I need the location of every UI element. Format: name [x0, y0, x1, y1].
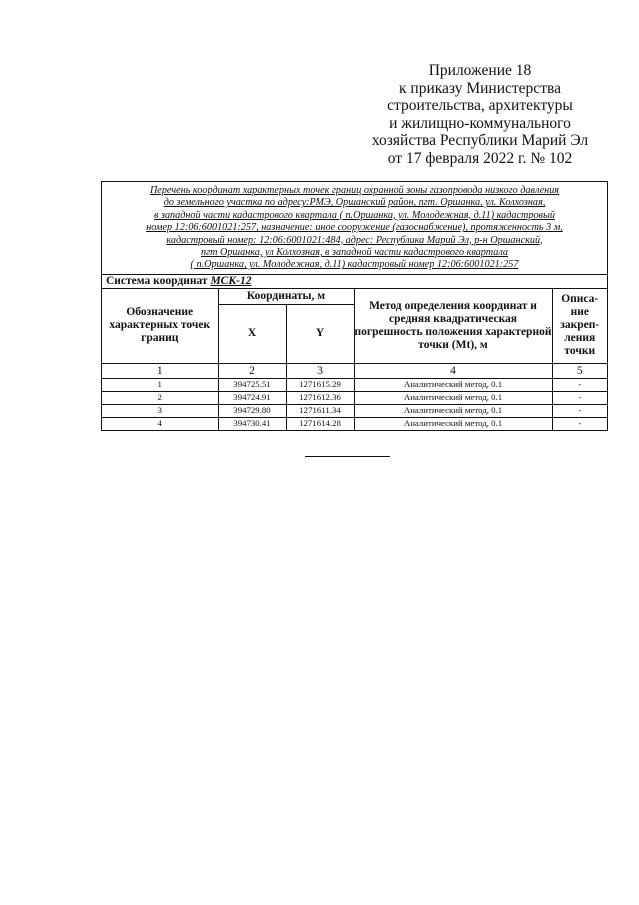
column-number: 3 — [286, 363, 354, 378]
appendix-header — [330, 62, 630, 168]
cell-x: 394730.41 — [218, 417, 286, 430]
table-row — [102, 404, 607, 417]
header-designation: Обозначение характерных точек границ — [102, 289, 218, 364]
coordinate-system-label: Система координат — [106, 274, 208, 287]
cell-description: - — [552, 378, 607, 391]
cell-y: 1271614.28 — [286, 417, 354, 430]
appendix-line: от 17 февраля 2022 г. № 102 — [387, 149, 573, 167]
appendix-line: к приказу Министерства — [399, 79, 561, 97]
header-coordinates: Координаты, м — [218, 289, 354, 305]
caption-line: ( п.Оршанка, ул. Молодежная, д.11) кадастровый номер 12:06:6001021:257 — [190, 259, 519, 271]
appendix-line: строительства, архитектуры — [387, 97, 573, 115]
caption-line: в западной части кадастрового квартала ( п.Оршанка, ул. Молодежная, д.11) кадастровый — [154, 209, 555, 221]
appendix-line: хозяйства Республики Марий Эл — [371, 132, 589, 150]
table-row — [102, 417, 607, 430]
caption-line: номер 12:06:6001021:257, назначение: иное сооружение (газоснабжение), протяженность 3 м, — [146, 222, 563, 234]
caption-line: до земельного участка по адресу:РМЭ, Оршанский район, пгт. Оршанка, ул. Колхозная, — [163, 197, 546, 209]
cell-method: Аналитический метод, 0.1 — [354, 391, 552, 404]
cell-point: 4 — [102, 417, 218, 430]
appendix-line: и жилищно-коммунального — [389, 114, 571, 132]
cell-description: - — [552, 404, 607, 417]
table-row — [102, 391, 607, 404]
cell-method: Аналитический метод, 0.1 — [354, 417, 552, 430]
cell-y: 1271615.29 — [286, 378, 354, 391]
end-divider — [305, 456, 390, 457]
table-caption — [102, 182, 607, 275]
cell-x: 394725.51 — [218, 378, 286, 391]
cell-x: 394729.80 — [218, 404, 286, 417]
cell-method: Аналитический метод, 0.1 — [354, 404, 552, 417]
cell-method: Аналитический метод, 0.1 — [354, 378, 552, 391]
cell-y: 1271611.34 — [286, 404, 354, 417]
coordinate-system-value: МСК-12 — [210, 274, 252, 287]
table-row — [102, 378, 607, 391]
coordinates-table — [102, 289, 607, 430]
caption-line: пгт Оршанка, ул Колхозная, в западной части кадастрового квартала — [201, 247, 508, 259]
cell-x: 394724.91 — [218, 391, 286, 404]
cell-point: 3 — [102, 404, 218, 417]
cell-point: 2 — [102, 391, 218, 404]
header-method: Метод определения координат и средняя квадратическая погрешность положения характерной точки (Mt), м — [354, 289, 552, 364]
column-number: 4 — [354, 363, 552, 378]
caption-line: Перечень координат характерных точек границ охранной зоны газопровода низкого давления — [149, 185, 560, 196]
column-number: 2 — [218, 363, 286, 378]
appendix-line: Приложение 18 — [428, 62, 532, 79]
coordinates-document — [101, 181, 608, 431]
column-numbers-row — [102, 363, 607, 378]
header-description: Описа- ние закреп- ления точки — [552, 289, 607, 364]
cell-description: - — [552, 391, 607, 404]
column-number: 5 — [552, 363, 607, 378]
cell-description: - — [552, 417, 607, 430]
cell-point: 1 — [102, 378, 218, 391]
caption-line: кадастровый номер: 12:06:6001021:484, адрес: Республика Марий Эл, р-н Оршанский, — [166, 234, 543, 246]
header-x: X — [218, 304, 286, 363]
cell-y: 1271612.36 — [286, 391, 354, 404]
coordinate-system — [102, 275, 607, 289]
column-number: 1 — [102, 363, 218, 378]
header-y: Y — [286, 304, 354, 363]
